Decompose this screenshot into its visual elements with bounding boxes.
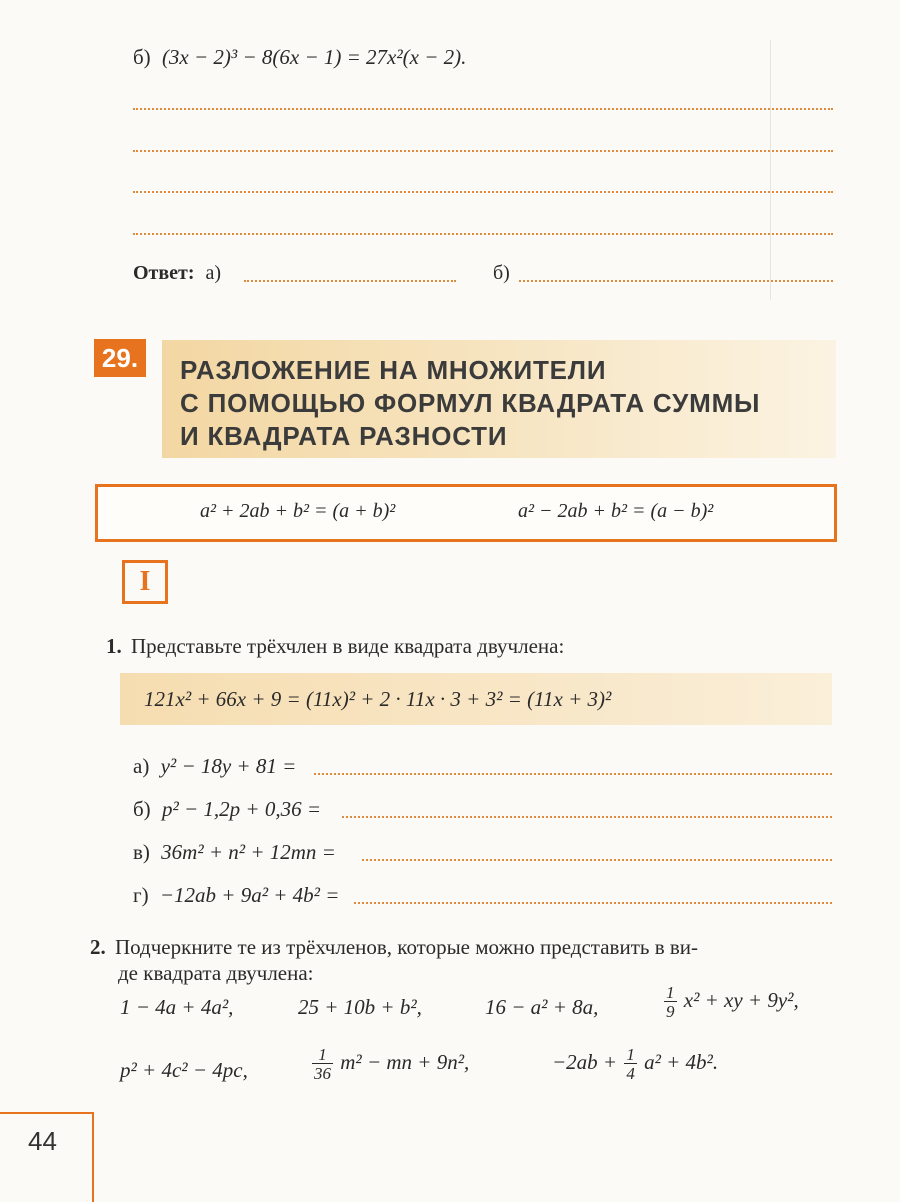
- page-number-box: [0, 1112, 94, 1202]
- page-number: 44: [28, 1126, 57, 1156]
- formula-box: [95, 484, 837, 542]
- task2-expr-2[interactable]: 25 + 10b + b²,: [298, 995, 422, 1019]
- task2-expr-6-den: 36: [314, 1064, 331, 1083]
- task2-expr-7-pre: −2ab +: [552, 1049, 618, 1074]
- task1-item-a-label: а): [133, 754, 150, 778]
- answer-line-1[interactable]: [133, 108, 833, 110]
- task2-line-1: [90, 934, 835, 960]
- task1-item-v: [133, 840, 336, 865]
- task1-item-v-expr: 36m² + n² + 12mn =: [161, 840, 336, 864]
- answer-a-field[interactable]: [244, 280, 456, 282]
- task2-statement: [90, 934, 835, 986]
- answer-line-3[interactable]: [133, 191, 833, 193]
- answer-line-4[interactable]: [133, 233, 833, 235]
- answer-label: Ответ:: [133, 262, 195, 284]
- task2-expr-4[interactable]: [662, 984, 799, 1020]
- section-title: [180, 354, 760, 453]
- top-item-b-label: б): [133, 45, 151, 69]
- task2-expr-4-num: 1: [666, 983, 675, 1002]
- task2-expr-7-fraction: [624, 1046, 637, 1082]
- task1-item-a-field[interactable]: [314, 773, 832, 775]
- section-number-badge: 29.: [94, 339, 146, 377]
- task1-item-b-label: б): [133, 797, 151, 821]
- answer-b-field[interactable]: [519, 280, 833, 282]
- task1-number: 1.: [106, 634, 122, 658]
- task1-item-g-label: г): [133, 883, 149, 907]
- task1-statement: [106, 634, 564, 659]
- task1-item-v-label: в): [133, 840, 150, 864]
- section-title-line-1: РАЗЛОЖЕНИЕ НА МНОЖИТЕЛИ: [180, 355, 607, 385]
- task2-expr-5[interactable]: p² + 4c² − 4pc,: [120, 1058, 248, 1082]
- task2-expr-7[interactable]: [552, 1046, 718, 1082]
- task1-item-g-field[interactable]: [354, 902, 832, 904]
- answer-a-label: а): [205, 262, 222, 284]
- bleed-through: [770, 40, 891, 300]
- task2-expr-6[interactable]: [310, 1046, 469, 1082]
- task1-item-a: [133, 754, 296, 779]
- task1-item-v-field[interactable]: [362, 859, 832, 861]
- formula-diff-square: a² − 2ab + b² = (a − b)²: [518, 500, 714, 522]
- answer-b-label: б): [493, 262, 510, 284]
- task2-expr-7-den: 4: [626, 1064, 635, 1083]
- task1-item-b-expr: p² − 1,2p + 0,36 =: [161, 797, 321, 821]
- task2-expr-7-post: a² + 4b².: [644, 1049, 719, 1074]
- task1-item-g: [133, 883, 339, 908]
- task2-number: 2.: [90, 935, 106, 959]
- task1-example: 121x² + 66x + 9 = (11x)² + 2 · 11x · 3 + 3² = (11x + 3)²: [144, 687, 612, 711]
- task1-item-g-expr: −12ab + 9a² + 4b² =: [159, 883, 340, 907]
- task1-item-b-field[interactable]: [342, 816, 832, 818]
- task1-item-a-expr: y² − 18y + 81 =: [160, 754, 297, 778]
- task2-text-line-1: Подчеркните те из трёхчленов, которые можно представить в ви-: [115, 935, 699, 959]
- section-title-line-2: С ПОМОЩЬЮ ФОРМУЛ КВАДРАТА СУММЫ: [180, 388, 761, 418]
- top-equation-b: (3x − 2)³ − 8(6x − 1) = 27x²(x − 2).: [161, 45, 467, 69]
- task2-expr-4-rest: x² + xy + 9y²,: [683, 987, 799, 1012]
- task1-item-b: [133, 797, 321, 822]
- task2-expr-7-num: 1: [626, 1045, 635, 1064]
- task1-example-band: [120, 673, 832, 725]
- task2-text-line-2: де квадрата двучлена:: [118, 961, 314, 985]
- task2-expr-6-fraction: [312, 1046, 333, 1082]
- answer-row: [133, 262, 833, 292]
- task2-expr-1[interactable]: 1 − 4a + 4a²,: [120, 995, 234, 1019]
- task2-expr-4-den: 9: [666, 1002, 675, 1021]
- task2-expr-3[interactable]: 16 − a² + 8a,: [485, 995, 599, 1019]
- top-item-b: [133, 45, 466, 70]
- task2-expr-6-rest: m² − mn + 9n²,: [340, 1049, 470, 1074]
- level-badge: I: [122, 560, 168, 604]
- answer-line-2[interactable]: [133, 150, 833, 152]
- section-title-line-3: И КВАДРАТА РАЗНОСТИ: [180, 421, 508, 451]
- task2-expr-6-num: 1: [318, 1045, 327, 1064]
- task1-text: Представьте трёхчлен в виде квадрата двучлена:: [131, 634, 565, 658]
- task2-expr-4-fraction: [664, 984, 677, 1020]
- formula-sum-square: a² + 2ab + b² = (a + b)²: [200, 500, 396, 522]
